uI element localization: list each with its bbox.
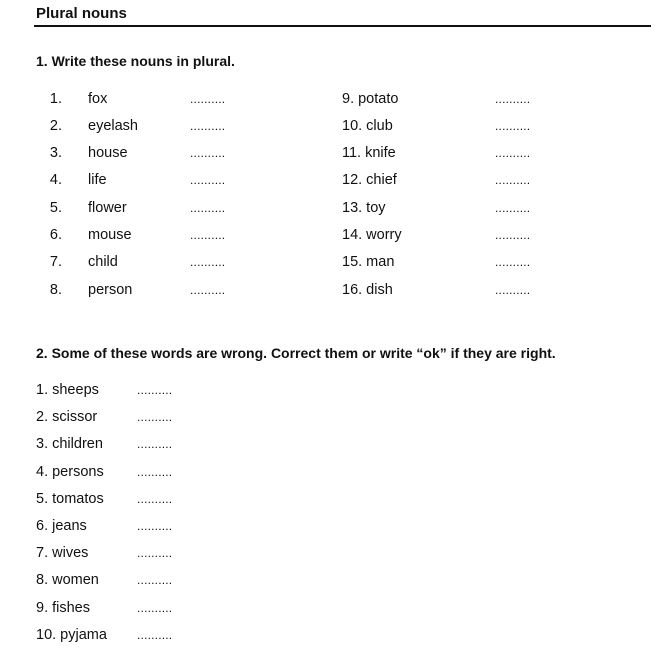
item-label: 11. knife <box>342 145 396 161</box>
answer-blank[interactable]: .......... <box>190 92 226 106</box>
item-label: 12. chief <box>342 172 397 188</box>
exercise-2-item <box>36 543 173 563</box>
worksheet-title: Plural nouns <box>36 5 127 22</box>
item-word: eyelash <box>88 118 138 134</box>
exercise-2-item <box>36 570 173 590</box>
exercise-2-item <box>36 380 173 400</box>
answer-blank[interactable]: .......... <box>190 201 226 215</box>
answer-blank[interactable]: .......... <box>137 383 173 397</box>
exercise-1-item <box>342 198 531 218</box>
item-label: 6. jeans <box>36 518 87 534</box>
item-label: 1. sheeps <box>36 382 99 398</box>
answer-blank[interactable]: .......... <box>495 119 531 133</box>
item-word: life <box>88 172 107 188</box>
answer-blank[interactable]: .......... <box>495 92 531 106</box>
exercise-1-item <box>36 225 226 245</box>
item-label: 14. worry <box>342 227 402 243</box>
answer-blank[interactable]: .......... <box>137 546 173 560</box>
item-label: 3. children <box>36 436 103 452</box>
answer-blank[interactable]: .......... <box>190 255 226 269</box>
item-word: fox <box>88 91 108 107</box>
item-label: 15. man <box>342 254 395 270</box>
exercise-1-item <box>36 280 226 300</box>
exercise-2-item <box>36 462 173 482</box>
answer-blank[interactable]: .......... <box>137 410 173 424</box>
item-number: 2. <box>49 118 62 134</box>
exercise-2-item <box>36 407 173 427</box>
exercise-1-item <box>342 225 531 245</box>
item-label: 9. fishes <box>36 600 90 616</box>
exercise-1-item <box>36 170 226 190</box>
exercise-1-item <box>342 89 531 109</box>
item-label: 13. toy <box>342 200 386 216</box>
item-number: 6. <box>49 227 62 243</box>
item-number: 4. <box>49 172 62 188</box>
item-label: 9. potato <box>342 91 399 107</box>
answer-blank[interactable]: .......... <box>137 573 173 587</box>
answer-blank[interactable]: .......... <box>137 519 173 533</box>
exercise-1-item <box>342 252 531 272</box>
exercise-1-item <box>36 252 226 272</box>
item-number: 3. <box>49 145 62 161</box>
item-word: mouse <box>88 227 132 243</box>
item-label: 10. pyjama <box>36 627 107 643</box>
exercise-1-item <box>342 116 531 136</box>
answer-blank[interactable]: .......... <box>137 437 173 451</box>
exercise-1-item <box>342 143 531 163</box>
exercise-2-item <box>36 625 173 645</box>
answer-blank[interactable]: .......... <box>495 173 531 187</box>
exercise-2-item <box>36 434 173 454</box>
item-word: person <box>88 282 133 298</box>
answer-blank[interactable]: .......... <box>137 465 173 479</box>
answer-blank[interactable]: .......... <box>190 173 226 187</box>
answer-blank[interactable]: .......... <box>137 628 173 642</box>
answer-blank[interactable]: .......... <box>495 201 531 215</box>
item-number: 1. <box>49 91 62 107</box>
item-label: 7. wives <box>36 545 89 561</box>
item-number: 8. <box>49 282 62 298</box>
answer-blank[interactable]: .......... <box>495 283 531 297</box>
item-word: house <box>88 145 128 161</box>
answer-blank[interactable]: .......... <box>495 255 531 269</box>
item-label: 4. persons <box>36 464 104 480</box>
answer-blank[interactable]: .......... <box>137 601 173 615</box>
item-label: 5. tomatos <box>36 491 104 507</box>
answer-blank[interactable]: .......... <box>495 146 531 160</box>
item-number: 5. <box>49 200 62 216</box>
answer-blank[interactable]: .......... <box>137 492 173 506</box>
item-label: 16. dish <box>342 282 393 298</box>
exercise-1-item <box>342 280 531 300</box>
exercise-2-item <box>36 516 173 536</box>
item-label: 8. women <box>36 572 99 588</box>
title-underline <box>34 25 651 27</box>
item-word: flower <box>88 200 127 216</box>
exercise-2-item <box>36 598 173 618</box>
exercise-1-item <box>36 116 226 136</box>
exercise-1-heading: 1. Write these nouns in plural. <box>36 53 235 69</box>
exercise-2-item <box>36 489 173 509</box>
exercise-2-heading: 2. Some of these words are wrong. Correct them or write “ok” if they are right. <box>36 345 556 361</box>
exercise-1-item <box>36 143 226 163</box>
answer-blank[interactable]: .......... <box>190 119 226 133</box>
item-label: 10. club <box>342 118 393 134</box>
answer-blank[interactable]: .......... <box>190 283 226 297</box>
answer-blank[interactable]: .......... <box>190 146 226 160</box>
item-label: 2. scissor <box>36 409 98 425</box>
item-number: 7. <box>49 254 62 270</box>
exercise-1-item <box>342 170 531 190</box>
answer-blank[interactable]: .......... <box>495 228 531 242</box>
exercise-1-item <box>36 198 226 218</box>
exercise-1-item <box>36 89 226 109</box>
item-word: child <box>88 254 118 270</box>
answer-blank[interactable]: .......... <box>190 228 226 242</box>
